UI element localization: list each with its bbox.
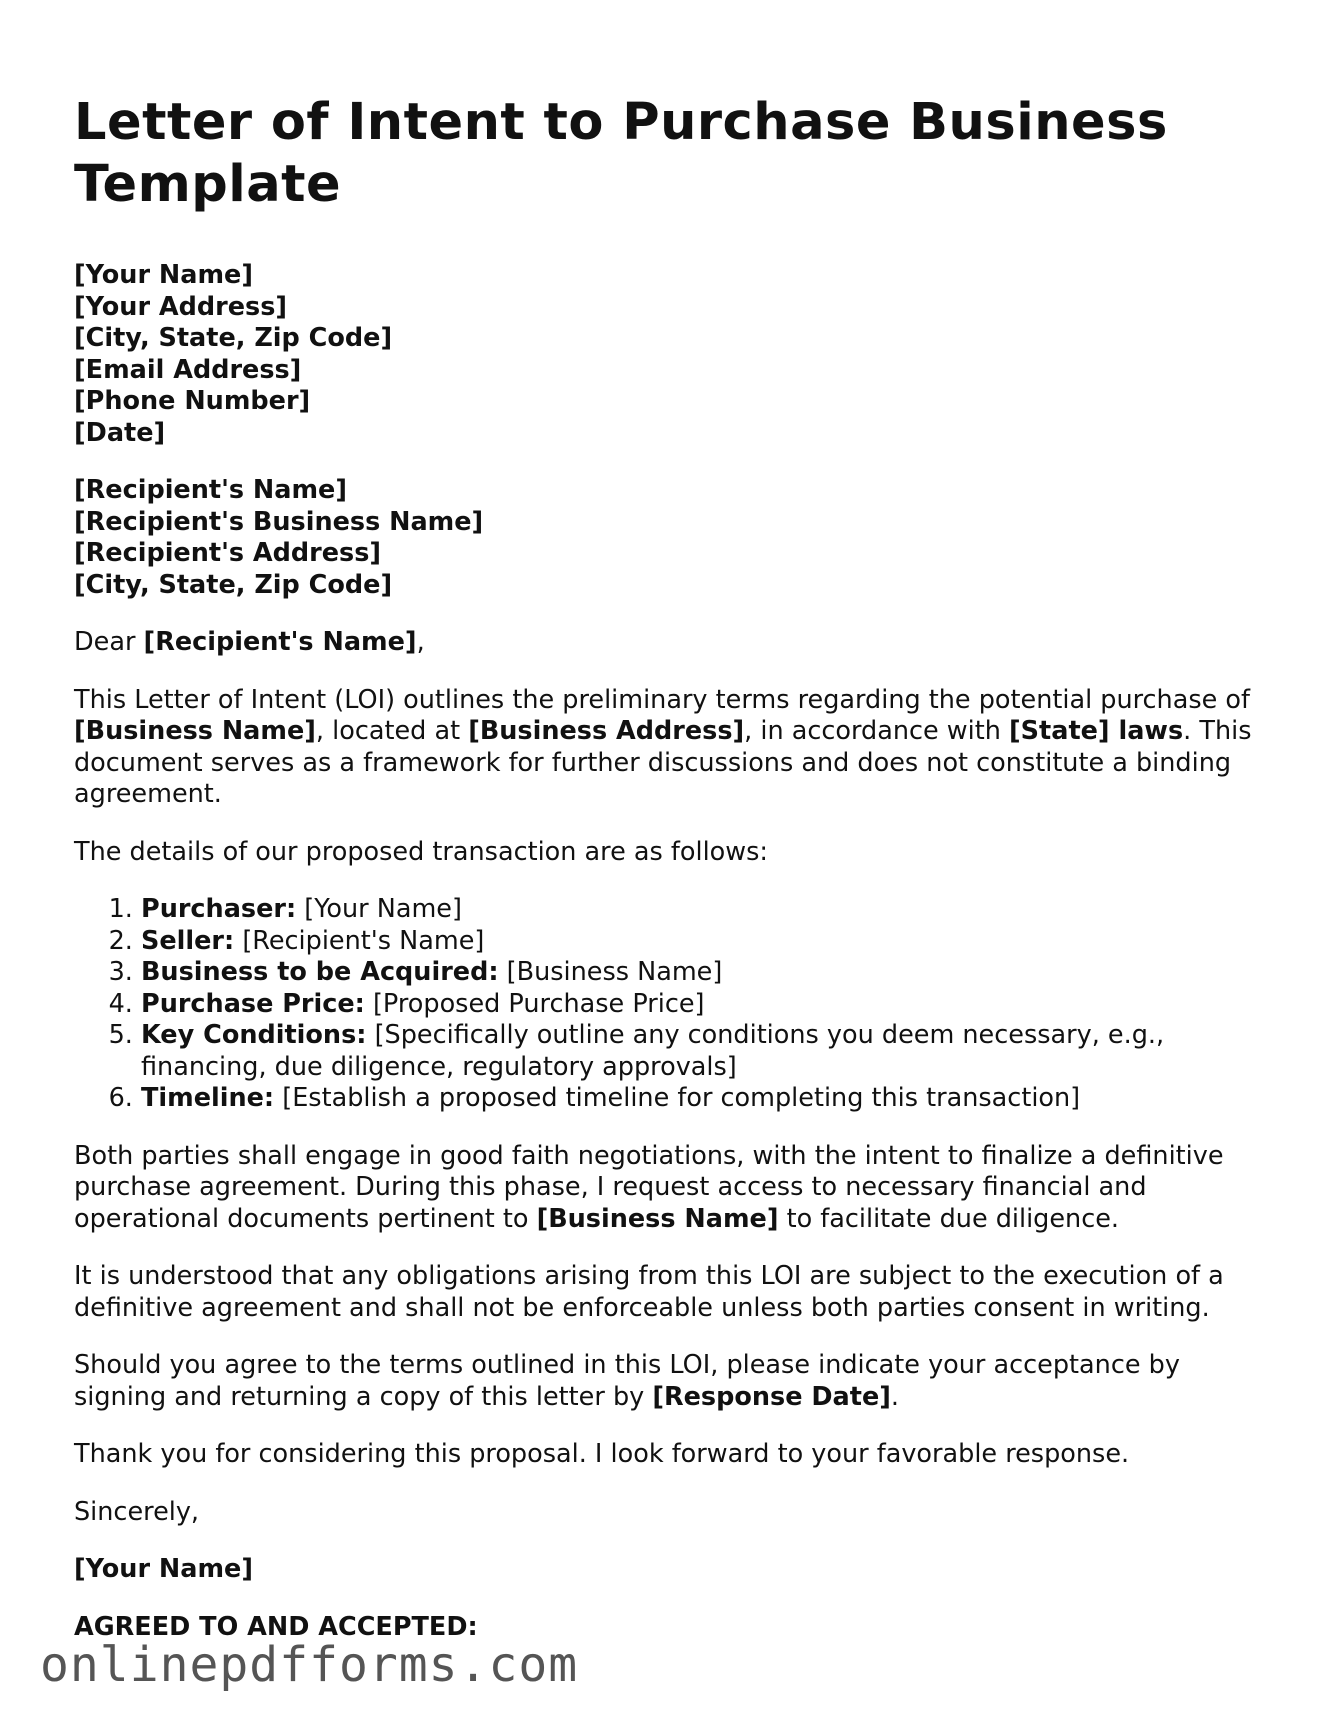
thanks-paragraph: Thank you for considering this proposal. I look forward to your favorable response. xyxy=(74,1439,1130,1469)
list-item: 2. Seller: [Recipient's Name] xyxy=(141,926,1274,958)
agreed-heading: AGREED TO AND ACCEPTED: xyxy=(74,1611,478,1642)
watermark: onlinepdfforms.com xyxy=(40,1637,579,1693)
sender-block xyxy=(74,260,1274,449)
sender-email: [Email Address] xyxy=(74,354,302,385)
document-title: Letter of Intent to Purchase Business Template xyxy=(74,93,1168,214)
letter-page xyxy=(74,92,1274,1669)
signature-name: [Your Name] xyxy=(74,1554,253,1584)
closing: Sincerely, xyxy=(74,1496,200,1527)
business-address-field: [Business Address] xyxy=(468,716,745,746)
recipient-business-name: [Recipient's Business Name] xyxy=(74,506,484,537)
intro-paragraph: This Letter of Intent (LOI) outlines the preliminary terms regarding the potential purchase of [Business Name], located at [Business Address], in accordance with [State] laws. This document serves as a framework for further discussions and does not constitute a binding agreement. xyxy=(74,684,1252,809)
sender-name: [Your Name] xyxy=(74,260,253,290)
obligations-paragraph: It is understood that any obligations arising from this LOI are subject to the execution of a definitive agreement and shall not be enforceable unless both parties consent in writing. xyxy=(74,1261,1224,1323)
sender-phone: [Phone Number] xyxy=(74,386,311,416)
list-item: 6. Timeline: [Establish a proposed timeline for completing this transaction] xyxy=(141,1083,1274,1115)
sender-city-state-zip: [City, State, Zip Code] xyxy=(74,323,393,353)
sender-date: [Date] xyxy=(74,417,166,448)
salutation: Dear [Recipient's Name], xyxy=(74,627,425,657)
salutation-name: [Recipient's Name] xyxy=(143,627,417,657)
list-item: 4. Purchase Price: [Proposed Purchase Price] xyxy=(141,989,1274,1021)
state-laws-field: [State] laws xyxy=(1009,716,1184,746)
acceptance-paragraph: Should you agree to the terms outlined in this LOI, please indicate your acceptance by signing and returning a copy of this letter by [Response Date]. xyxy=(74,1350,1180,1412)
recipient-city-state-zip: [City, State, Zip Code] xyxy=(74,569,393,600)
details-list xyxy=(74,894,1274,1115)
list-item: 1. Purchaser: [Your Name] xyxy=(141,894,1274,926)
response-date-field: [Response Date] xyxy=(652,1381,891,1412)
recipient-name: [Recipient's Name] xyxy=(74,475,348,505)
negotiation-paragraph: Both parties shall engage in good faith negotiations, with the intent to finalize a definitive purchase agreement. During this phase, I request access to necessary financial and operational documents pertinent to [Business Name] to facilitate due diligence. xyxy=(74,1140,1224,1234)
list-item: 3. Business to be Acquired: [Business Name] xyxy=(141,957,1274,989)
recipient-address: [Recipient's Address] xyxy=(74,538,382,568)
recipient-block xyxy=(74,475,1274,601)
business-name-field: [Business Name] xyxy=(74,716,316,746)
business-name-field: [Business Name] xyxy=(536,1203,779,1234)
sender-address: [Your Address] xyxy=(74,291,288,322)
list-item: 5. Key Conditions: [Specifically outline any conditions you deem necessary, e.g., financing, due diligence, regulatory approvals] xyxy=(141,1020,1274,1083)
details-intro: The details of our proposed transaction are as follows: xyxy=(74,836,768,867)
